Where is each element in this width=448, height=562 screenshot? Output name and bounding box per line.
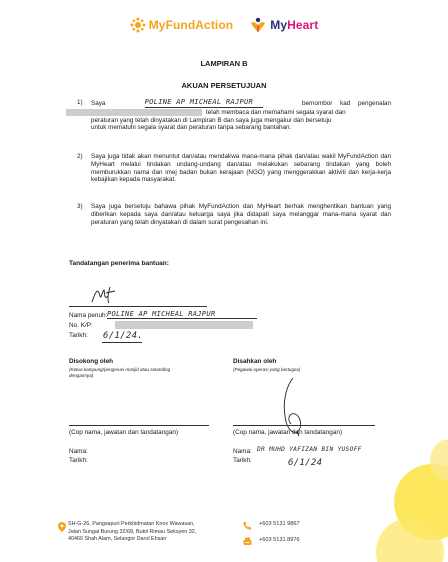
myfundaction-logo	[130, 17, 234, 33]
recipient-signature	[88, 284, 128, 306]
recipient-date-value: 6/1/24.	[103, 331, 144, 341]
para1-text-b: telah membaca dan memahami segala syarat dan	[206, 108, 346, 116]
decorative-petals	[340, 440, 448, 562]
address-line-1: SH-G-26, Pangsapuri Perkhidmatan Knox Wawasan,	[68, 521, 195, 527]
header-logos	[0, 17, 448, 33]
ic-number-label: No. K/P:	[69, 322, 93, 329]
disahkan-name-label: Nama:	[233, 448, 252, 455]
footer-address	[68, 521, 196, 544]
myheart-logo	[249, 17, 318, 33]
page-subtitle: AKUAN PERSETUJUAN	[181, 81, 267, 90]
paragraph-3	[77, 203, 391, 226]
date-underline	[102, 342, 142, 343]
phone-icon	[243, 521, 252, 530]
date-label: Tarikh:	[69, 332, 88, 339]
disokong-signature-line	[69, 425, 209, 426]
address-line-3: 40460 Shah Alam, Selangor Darul Ehsan	[68, 536, 167, 542]
full-name-value: POLINE AP MICHEAL RAJPUR	[107, 310, 257, 319]
para1-text-d: untuk mematuhi segala syarat dan peraturan tanpa sebarang bantahan.	[91, 124, 292, 132]
paragraph-1	[77, 98, 391, 132]
para2-text: Saya juga tidak akan menuntut dan/atau mendakwa mana-mana pihak dan/atau wakil MyFundAction dan MyHeart melalui tindakan undang-undang dan/atau melakukan sebarang tindakan yang boleh memburukkan nama dan imej badan bukan kerajaan (NGO) yang menggerakkan aktiviti dan kerja-kerja kebajikan kepada masyarakat.	[91, 153, 391, 184]
paragraph-number: 3)	[77, 203, 83, 210]
disokong-cop-label: (Cop nama, jawatan dan tandatangan)	[69, 429, 179, 436]
sun-flower-icon	[130, 17, 146, 33]
fax-icon	[243, 537, 252, 546]
page-title: LAMPIRAN B	[200, 59, 248, 68]
officer-date-value: 6/1/24	[288, 458, 323, 468]
disahkan-date-label: Tarikh:	[233, 457, 252, 464]
footer-fax: +603 5131 8976	[259, 537, 300, 543]
para1-text-a: bernombor kad pengenalan	[301, 100, 391, 107]
disahkan-signature-line	[233, 425, 375, 426]
applicant-name-handwritten: POLINE AP MICHEAL RAJPUR	[145, 99, 263, 108]
disahkan-cop-label: (Cop nama, jawatan dan tandatangan)	[233, 429, 343, 436]
paragraph-number: 1)	[77, 99, 83, 106]
disokong-note: (Ketua kampung/pengerusi masjid atau setanding dengannya)	[69, 367, 171, 378]
myfundaction-logo-text: MyFundAction	[148, 18, 234, 32]
officer-name-value: DR MUHD YAFIZAN BIN YUSOFF	[257, 446, 362, 453]
disahkan-heading: Disahkan oleh	[233, 358, 277, 365]
recipient-signature-heading: Tandatangan penerima bantuan:	[69, 260, 169, 267]
footer-phone: +603 5131 9867	[259, 521, 300, 527]
disokong-date-label: Tarikh:	[69, 457, 88, 464]
full-name-label: Nama penuh:	[69, 312, 108, 319]
redacted-ic-number	[66, 109, 202, 117]
address-line-2: Jalan Sungai Burung 32/68, Bukit Rimau Seksyen 32,	[68, 528, 197, 535]
para3-text: Saya juga bersetuju bahawa pihak MyFundAction dan MyHeart berhak menghentikan bantuan yang diberikan kepada saya dan/atau keluarga saya jika didapati saya melanggar mana-mana syarat dan peraturan yang telah dinyatakan di dalam surat pengesahan ini.	[91, 203, 391, 226]
disahkan-note: (Pegawai operasi yang bertugas)	[233, 367, 301, 372]
para1-text-c: peraturan yang telah dinyatakan di Lampiran B dan saya juga mengakui dan bersetuju	[91, 116, 332, 124]
paragraph-2	[77, 153, 391, 184]
redacted-ic-number-2	[115, 321, 253, 329]
myheart-logo-text: MyHeart	[270, 18, 319, 32]
heart-figure-icon	[249, 17, 267, 33]
disokong-name-label: Nama:	[69, 448, 88, 455]
recipient-signature-line	[69, 306, 207, 307]
saya-label: Saya	[91, 100, 106, 107]
location-pin-icon	[58, 522, 66, 532]
disokong-heading: Disokong oleh	[69, 358, 114, 365]
paragraph-number: 2)	[77, 153, 83, 160]
